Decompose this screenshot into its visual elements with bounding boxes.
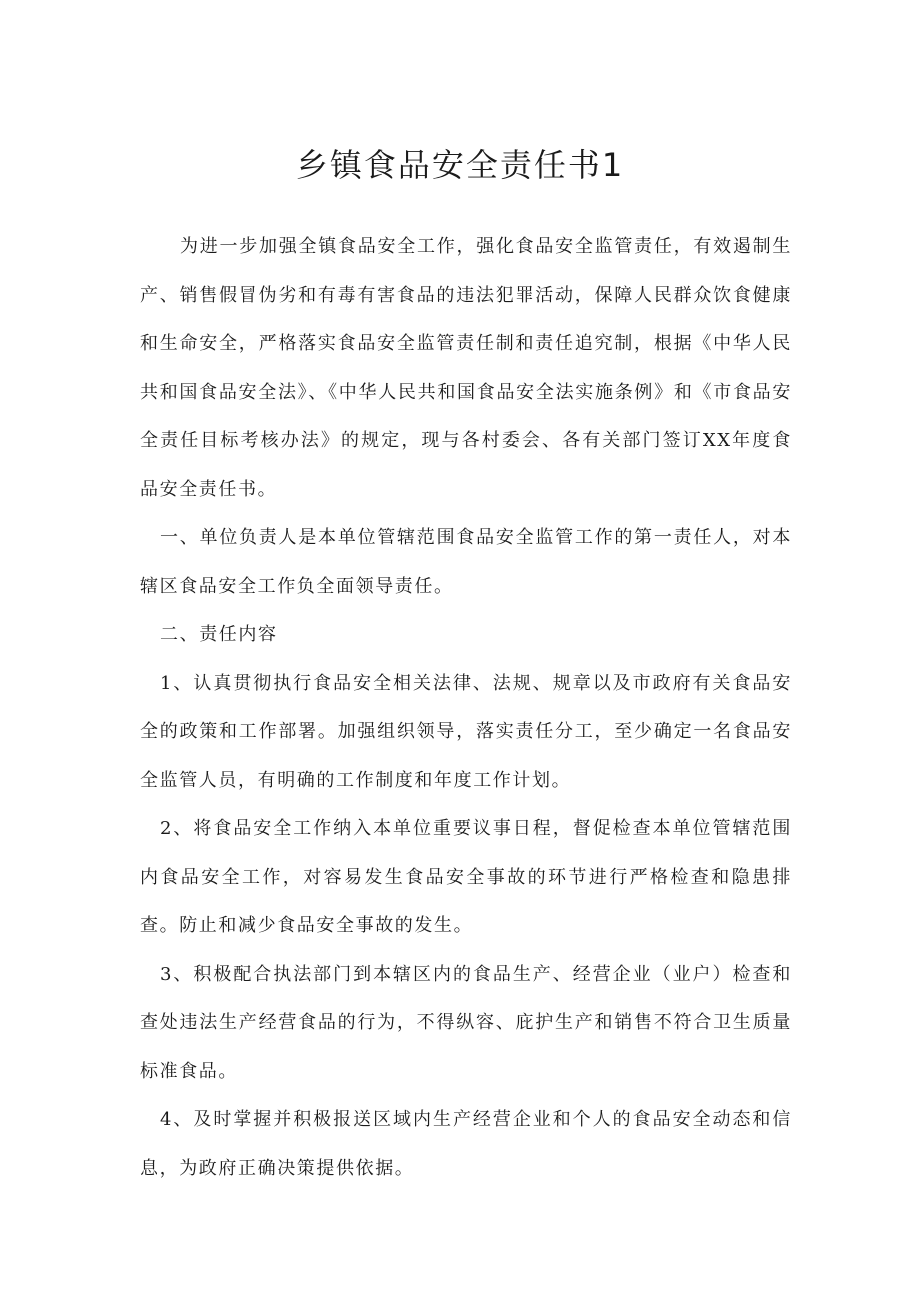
paragraph-item-2: 2、将食品安全工作纳入本单位重要议事日程，督促检查本单位管辖范围内食品安全工作，对容易发生食品安全事故的环节进行严格检查和隐患排查。防止和减少食品安全事故的发生。	[140, 818, 792, 936]
paragraph-section-1: 一、单位负责人是本单位管辖范围食品安全监管工作的第一责任人，对本辖区食品安全工作负全面领导责任。	[140, 527, 792, 597]
paragraph-section-2-heading: 二、责任内容	[160, 624, 278, 645]
paragraph-intro: 为进一步加强全镇食品安全工作，强化食品安全监管责任，有效遏制生产、销售假冒伪劣和有毒有害食品的违法犯罪活动，保障人民群众饮食健康和生命安全，严格落实食品安全监管责任制和责任追究制，根据《中华人民共和国食品安全法》、《中华人民共和国食品安全法实施条例》和《市食品安全责任目标考核办法》的规定，现与各村委会、各有关部门签订XX年度食品安全责任书。	[140, 236, 792, 500]
paragraph-item-3: 3、积极配合执法部门到本辖区内的食品生产、经营企业（业户）检查和查处违法生产经营食品的行为，不得纵容、庇护生产和销售不符合卫生质量标准食品。	[140, 963, 792, 1082]
paragraph-item-1: 1、认真贯彻执行食品安全相关法律、法规、规章以及市政府有关食品安全的政策和工作部署。加强组织领导，落实责任分工，至少确定一名食品安全监管人员，有明确的工作制度和年度工作计划。	[140, 672, 792, 791]
document-body	[140, 223, 792, 1193]
document-title: 乡镇食品安全责任书1	[295, 146, 625, 184]
paragraph-item-4: 4、及时掌握并积极报送区域内生产经营企业和个人的食品安全动态和信息，为政府正确决策提供依据。	[140, 1109, 792, 1179]
